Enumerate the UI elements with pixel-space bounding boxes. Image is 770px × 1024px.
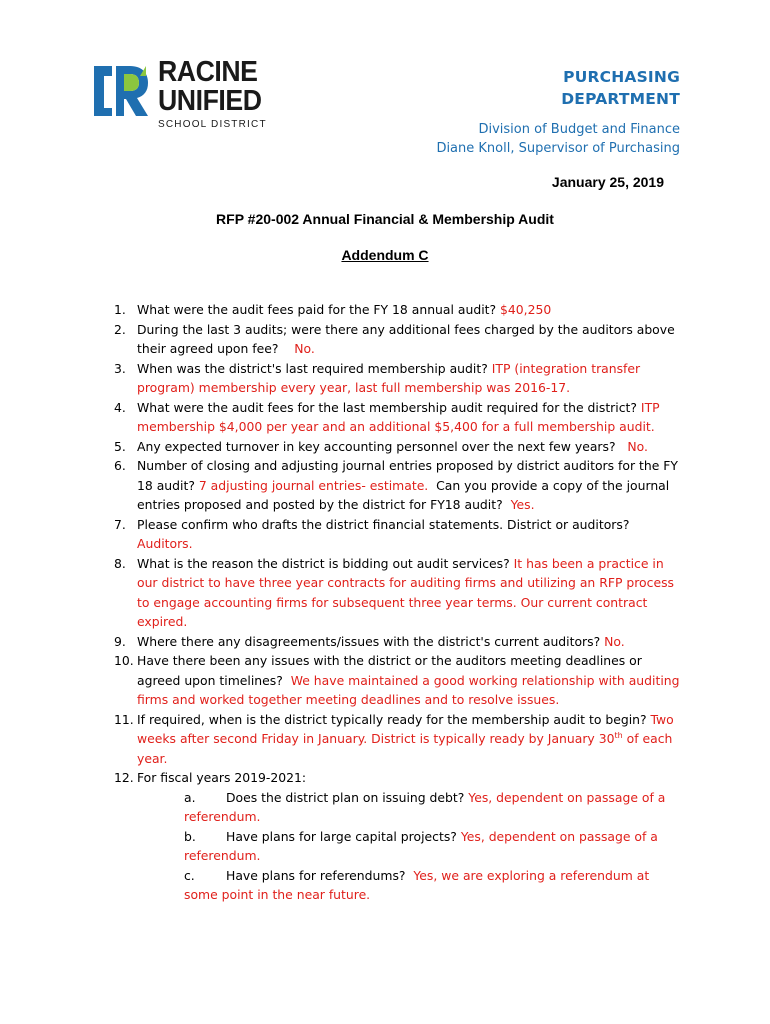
logo-subtitle: SCHOOL DISTRICT bbox=[158, 119, 267, 130]
list-item: 10. Have there been any issues with the district or the auditors meeting deadlines or agreed upon timelines? We have maintained a good working relationship with auditing firms and worked together meeting deadlines and to resolve issues. bbox=[114, 653, 680, 707]
district-logo bbox=[90, 56, 280, 134]
list-item: 11. If required, when is the district typically ready for the membership audit to begin? Two weeks after second Friday in January. District is typically ready by January 30th of each year. bbox=[114, 711, 674, 766]
logo-line-racine: RACINE bbox=[158, 56, 258, 88]
dept-title-line2: DEPARTMENT bbox=[561, 90, 680, 108]
list-item: 6. Number of closing and adjusting journal entries proposed by district auditors for the FY 18 audit? 7 adjusting journal entries- estimate. Can you provide a copy of the journal entries proposed and posted by the district for FY18 audit? Yes. bbox=[114, 458, 678, 512]
department-header bbox=[436, 66, 680, 158]
racine-logo-icon bbox=[90, 62, 152, 118]
list-item: 3. When was the district's last required membership audit? ITP (integration transfer program) membership every year, last full membership was 2016-17. bbox=[114, 360, 641, 395]
sub-list-item: a. Does the district plan on issuing debt? Yes, dependent on passage of a referendum. bbox=[184, 789, 666, 824]
list-item: 1. What were the audit fees paid for the FY 18 annual audit? $40,250 bbox=[114, 302, 552, 317]
list-item: 7. Please confirm who drafts the district financial statements. District or auditors? Auditors. bbox=[114, 516, 630, 551]
list-item: 2. During the last 3 audits; were there any additional fees charged by the auditors above their agreed upon fee? No. bbox=[114, 321, 675, 356]
list-item: 8. What is the reason the district is bidding out audit services? It has been a practice in our district to have three year contracts for auditing firms and utilizing an RFP process to engage accounting firms for subsequent three year terms. Our current contract expired. bbox=[114, 555, 674, 629]
list-item: 12. For fiscal years 2019-2021: bbox=[114, 770, 307, 785]
sub-list-item: c. Have plans for referendums? Yes, we are exploring a referendum at some point in the near future. bbox=[184, 867, 650, 902]
addendum-title: Addendum C bbox=[341, 247, 429, 263]
list-item: 4. What were the audit fees for the last membership audit required for the district? ITP membership $4,000 per year and an additional $5,400 for a full membership audit. bbox=[114, 399, 660, 434]
sub-list-item: b. Have plans for large capital projects? Yes, dependent on passage of a referendum. bbox=[184, 828, 658, 863]
document-date: January 25, 2019 bbox=[551, 174, 664, 190]
dept-title-line1: PURCHASING bbox=[563, 68, 680, 86]
division-name: Division of Budget and Finance bbox=[478, 122, 680, 137]
list-item: 5. Any expected turnover in key accounting personnel over the next few years? No. bbox=[114, 438, 648, 454]
supervisor-name: Diane Knoll, Supervisor of Purchasing bbox=[436, 141, 680, 156]
rfp-title: RFP #20-002 Annual Financial & Membership Audit bbox=[216, 211, 554, 227]
logo-line-unified: UNIFIED bbox=[158, 85, 262, 117]
qa-list bbox=[114, 300, 680, 905]
list-item: 9. Where there any disagreements/issues with the district's current auditors? No. bbox=[114, 633, 625, 649]
